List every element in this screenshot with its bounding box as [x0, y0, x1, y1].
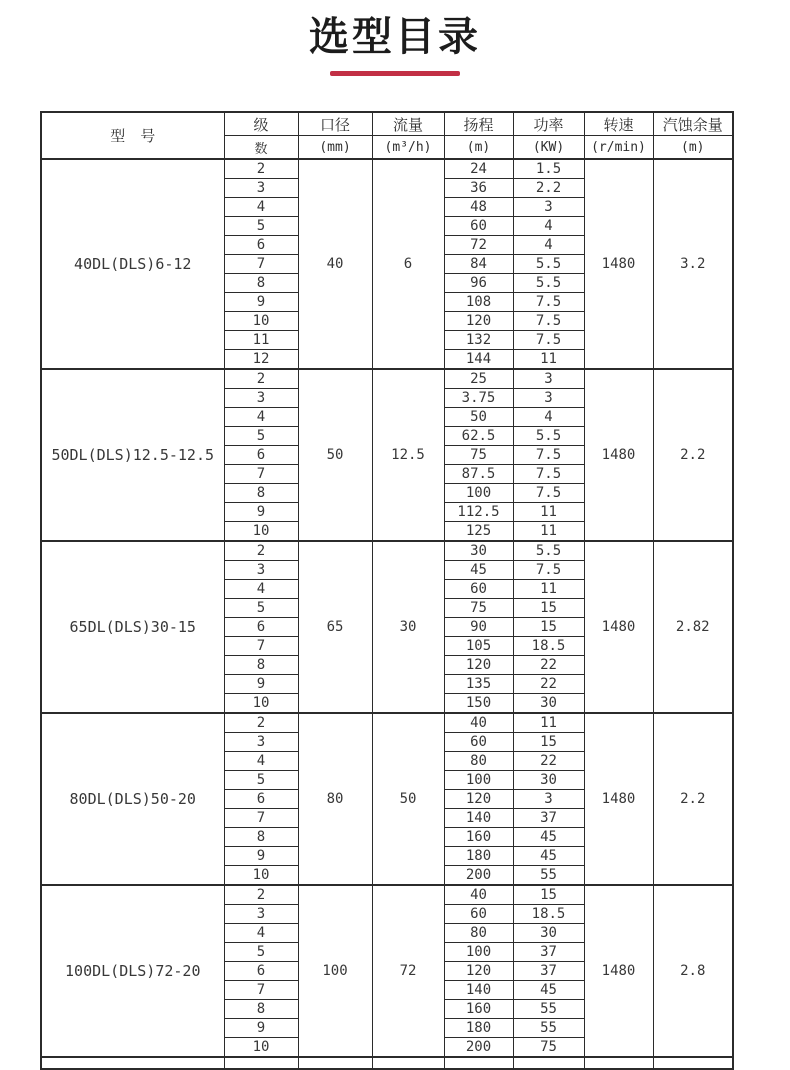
col-header-flow: 流量 [372, 112, 444, 136]
stages-cell: 8 [224, 274, 298, 293]
empty-cell [224, 1057, 298, 1069]
head-cell: 200 [444, 866, 513, 886]
col-unit-speed: (r/min) [584, 136, 653, 160]
power-cell: 15 [513, 885, 584, 905]
col-unit-diameter: (mm) [298, 136, 372, 160]
power-cell: 15 [513, 599, 584, 618]
col-header-stages-2: 数 [224, 136, 298, 160]
head-cell: 140 [444, 981, 513, 1000]
stages-cell: 4 [224, 580, 298, 599]
stages-cell: 8 [224, 484, 298, 503]
stages-cell: 6 [224, 790, 298, 809]
stages-cell: 6 [224, 236, 298, 255]
power-cell: 11 [513, 713, 584, 733]
head-cell: 72 [444, 236, 513, 255]
col-unit-power: (KW) [513, 136, 584, 160]
head-cell: 108 [444, 293, 513, 312]
stages-cell: 9 [224, 675, 298, 694]
empty-cell [41, 1057, 224, 1069]
power-cell: 7.5 [513, 446, 584, 465]
table-row [41, 713, 733, 733]
power-cell: 18.5 [513, 637, 584, 656]
head-cell: 25 [444, 369, 513, 389]
stages-cell: 2 [224, 159, 298, 179]
head-cell: 40 [444, 885, 513, 905]
table-row [41, 885, 733, 905]
empty-cell [584, 1057, 653, 1069]
power-cell: 5.5 [513, 541, 584, 561]
power-cell: 7.5 [513, 561, 584, 580]
stages-cell: 5 [224, 217, 298, 236]
head-cell: 105 [444, 637, 513, 656]
stages-cell: 3 [224, 905, 298, 924]
stages-cell: 5 [224, 599, 298, 618]
head-cell: 120 [444, 312, 513, 331]
power-cell: 3 [513, 198, 584, 217]
head-cell: 75 [444, 446, 513, 465]
power-cell: 11 [513, 350, 584, 370]
stages-cell: 4 [224, 198, 298, 217]
empty-cell [653, 1057, 733, 1069]
stages-cell: 3 [224, 179, 298, 198]
stages-cell: 2 [224, 369, 298, 389]
table-row [41, 159, 733, 179]
head-cell: 3.75 [444, 389, 513, 408]
diameter-cell: 65 [298, 541, 372, 713]
power-cell: 11 [513, 522, 584, 542]
flow-cell: 30 [372, 541, 444, 713]
power-cell: 5.5 [513, 274, 584, 293]
model-cell: 50DL(DLS)12.5-12.5 [41, 369, 224, 541]
stages-cell: 9 [224, 293, 298, 312]
power-cell: 4 [513, 236, 584, 255]
col-unit-flow: (m³/h) [372, 136, 444, 160]
stages-cell: 6 [224, 618, 298, 637]
diameter-cell: 50 [298, 369, 372, 541]
head-cell: 75 [444, 599, 513, 618]
col-header-speed: 转速 [584, 112, 653, 136]
stages-cell: 9 [224, 503, 298, 522]
stages-cell: 8 [224, 828, 298, 847]
model-cell: 100DL(DLS)72-20 [41, 885, 224, 1057]
stages-cell: 12 [224, 350, 298, 370]
head-cell: 60 [444, 733, 513, 752]
power-cell: 5.5 [513, 255, 584, 274]
stages-cell: 7 [224, 809, 298, 828]
stages-cell: 7 [224, 981, 298, 1000]
power-cell: 30 [513, 771, 584, 790]
stages-cell: 9 [224, 847, 298, 866]
head-cell: 90 [444, 618, 513, 637]
flow-cell: 6 [372, 159, 444, 369]
head-cell: 120 [444, 656, 513, 675]
power-cell: 45 [513, 828, 584, 847]
power-cell: 22 [513, 675, 584, 694]
stages-cell: 8 [224, 1000, 298, 1019]
empty-cell [372, 1057, 444, 1069]
stages-cell: 10 [224, 866, 298, 886]
power-cell: 22 [513, 752, 584, 771]
npsh-cell: 2.2 [653, 713, 733, 885]
diameter-cell: 80 [298, 713, 372, 885]
head-cell: 30 [444, 541, 513, 561]
diameter-cell: 100 [298, 885, 372, 1057]
stages-cell: 7 [224, 637, 298, 656]
head-cell: 160 [444, 828, 513, 847]
head-cell: 160 [444, 1000, 513, 1019]
col-header-stages: 级 [224, 112, 298, 136]
head-cell: 125 [444, 522, 513, 542]
stages-cell: 10 [224, 312, 298, 331]
stages-cell: 4 [224, 924, 298, 943]
stages-cell: 5 [224, 943, 298, 962]
head-cell: 112.5 [444, 503, 513, 522]
table-header [41, 112, 733, 159]
model-cell: 80DL(DLS)50-20 [41, 713, 224, 885]
power-cell: 30 [513, 924, 584, 943]
stages-cell: 9 [224, 1019, 298, 1038]
flow-cell: 50 [372, 713, 444, 885]
speed-cell: 1480 [584, 369, 653, 541]
power-cell: 7.5 [513, 465, 584, 484]
power-cell: 37 [513, 809, 584, 828]
empty-cell [298, 1057, 372, 1069]
power-cell: 4 [513, 408, 584, 427]
stages-cell: 11 [224, 331, 298, 350]
flow-cell: 12.5 [372, 369, 444, 541]
head-cell: 120 [444, 962, 513, 981]
head-cell: 48 [444, 198, 513, 217]
speed-cell: 1480 [584, 541, 653, 713]
head-cell: 135 [444, 675, 513, 694]
npsh-cell: 3.2 [653, 159, 733, 369]
head-cell: 100 [444, 484, 513, 503]
power-cell: 55 [513, 1019, 584, 1038]
header-label-row [41, 112, 733, 136]
col-header-diameter: 口径 [298, 112, 372, 136]
head-cell: 84 [444, 255, 513, 274]
head-cell: 36 [444, 179, 513, 198]
power-cell: 15 [513, 733, 584, 752]
power-cell: 7.5 [513, 293, 584, 312]
head-cell: 120 [444, 790, 513, 809]
npsh-cell: 2.82 [653, 541, 733, 713]
power-cell: 45 [513, 847, 584, 866]
power-cell: 37 [513, 943, 584, 962]
power-cell: 11 [513, 580, 584, 599]
head-cell: 40 [444, 713, 513, 733]
stages-cell: 10 [224, 1038, 298, 1058]
head-cell: 180 [444, 1019, 513, 1038]
title-underline [330, 71, 460, 76]
table-body [41, 159, 733, 1069]
speed-cell: 1480 [584, 713, 653, 885]
power-cell: 2.2 [513, 179, 584, 198]
power-cell: 55 [513, 1000, 584, 1019]
power-cell: 3 [513, 369, 584, 389]
head-cell: 80 [444, 752, 513, 771]
head-cell: 80 [444, 924, 513, 943]
head-cell: 96 [444, 274, 513, 293]
power-cell: 22 [513, 656, 584, 675]
stages-cell: 4 [224, 408, 298, 427]
speed-cell: 1480 [584, 159, 653, 369]
stages-cell: 10 [224, 522, 298, 542]
diameter-cell: 40 [298, 159, 372, 369]
table-row [41, 369, 733, 389]
stages-cell: 2 [224, 713, 298, 733]
head-cell: 45 [444, 561, 513, 580]
col-header-npsh: 汽蚀余量 [653, 112, 733, 136]
power-cell: 7.5 [513, 484, 584, 503]
head-cell: 24 [444, 159, 513, 179]
power-cell: 75 [513, 1038, 584, 1058]
head-cell: 62.5 [444, 427, 513, 446]
npsh-cell: 2.2 [653, 369, 733, 541]
page-title: 选型目录 [309, 14, 481, 60]
power-cell: 45 [513, 981, 584, 1000]
head-cell: 87.5 [444, 465, 513, 484]
head-cell: 60 [444, 580, 513, 599]
stages-cell: 2 [224, 541, 298, 561]
flow-cell: 72 [372, 885, 444, 1057]
stages-cell: 6 [224, 962, 298, 981]
power-cell: 30 [513, 694, 584, 714]
stages-cell: 3 [224, 733, 298, 752]
stages-cell: 6 [224, 446, 298, 465]
stages-cell: 10 [224, 694, 298, 714]
head-cell: 140 [444, 809, 513, 828]
power-cell: 5.5 [513, 427, 584, 446]
col-header-model: 型 号 [41, 112, 224, 159]
power-cell: 37 [513, 962, 584, 981]
model-cell: 40DL(DLS)6-12 [41, 159, 224, 369]
head-cell: 150 [444, 694, 513, 714]
stages-cell: 8 [224, 656, 298, 675]
head-cell: 100 [444, 771, 513, 790]
head-cell: 132 [444, 331, 513, 350]
power-cell: 55 [513, 866, 584, 886]
model-cell: 65DL(DLS)30-15 [41, 541, 224, 713]
col-header-head: 扬程 [444, 112, 513, 136]
pump-selection-table [40, 111, 734, 1070]
stages-cell: 3 [224, 561, 298, 580]
stages-cell: 5 [224, 771, 298, 790]
power-cell: 3 [513, 790, 584, 809]
head-cell: 50 [444, 408, 513, 427]
col-header-power: 功率 [513, 112, 584, 136]
head-cell: 200 [444, 1038, 513, 1058]
head-cell: 144 [444, 350, 513, 370]
empty-cell [513, 1057, 584, 1069]
table-row [41, 541, 733, 561]
col-unit-npsh: (m) [653, 136, 733, 160]
power-cell: 4 [513, 217, 584, 236]
speed-cell: 1480 [584, 885, 653, 1057]
head-cell: 180 [444, 847, 513, 866]
npsh-cell: 2.8 [653, 885, 733, 1057]
power-cell: 15 [513, 618, 584, 637]
power-cell: 11 [513, 503, 584, 522]
power-cell: 3 [513, 389, 584, 408]
power-cell: 1.5 [513, 159, 584, 179]
head-cell: 60 [444, 905, 513, 924]
head-cell: 60 [444, 217, 513, 236]
stages-cell: 7 [224, 465, 298, 484]
power-cell: 7.5 [513, 312, 584, 331]
stages-cell: 4 [224, 752, 298, 771]
empty-cell [444, 1057, 513, 1069]
power-cell: 18.5 [513, 905, 584, 924]
power-cell: 7.5 [513, 331, 584, 350]
col-unit-head: (m) [444, 136, 513, 160]
table-row-partial [41, 1057, 733, 1069]
head-cell: 100 [444, 943, 513, 962]
stages-cell: 2 [224, 885, 298, 905]
stages-cell: 5 [224, 427, 298, 446]
stages-cell: 7 [224, 255, 298, 274]
stages-cell: 3 [224, 389, 298, 408]
